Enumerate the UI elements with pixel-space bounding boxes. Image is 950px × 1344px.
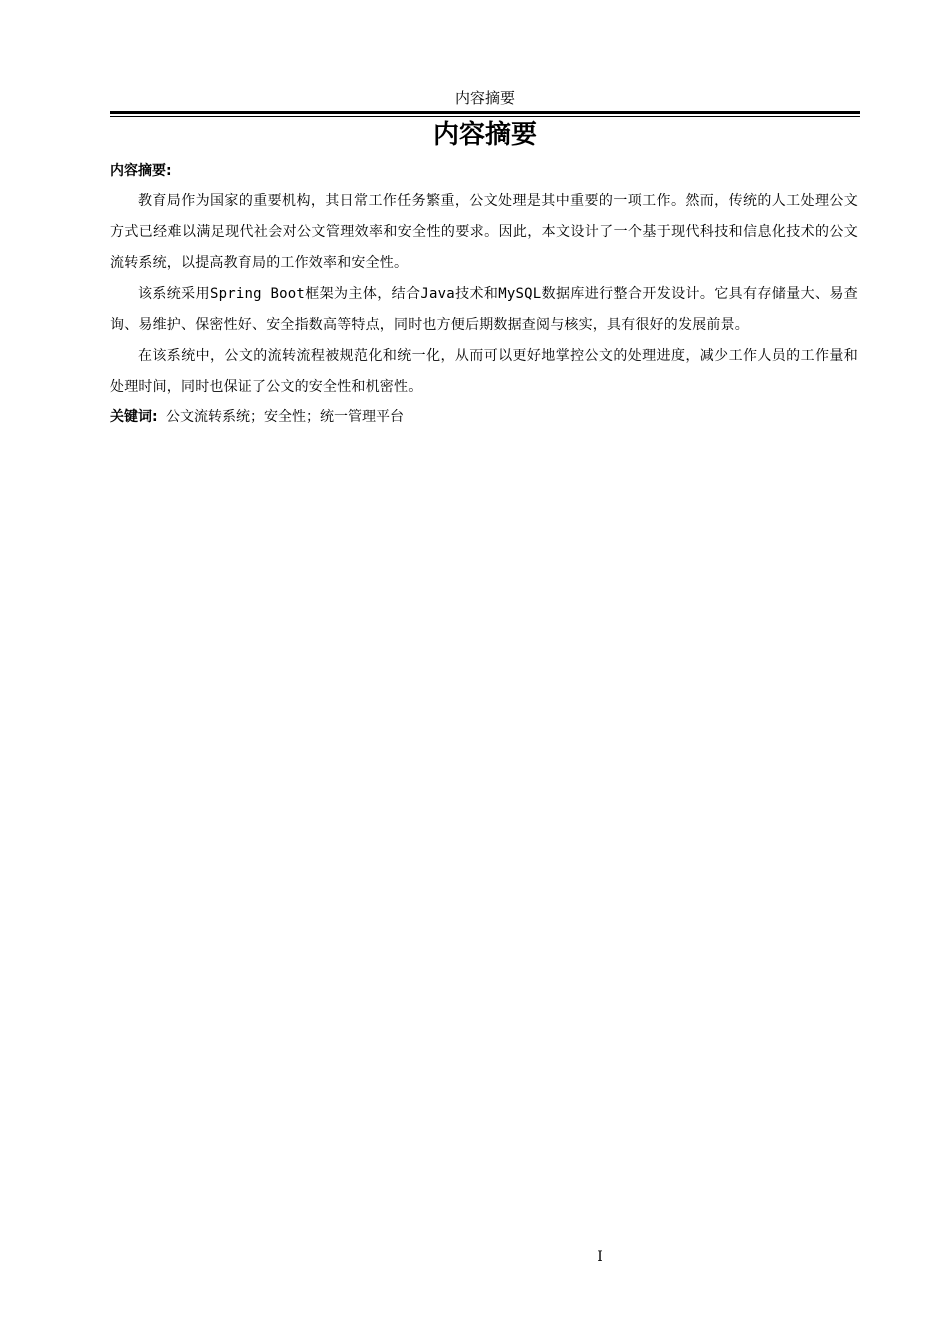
running-header: 内容摘要 — [454, 89, 515, 107]
abstract-label-line — [110, 160, 858, 182]
keywords-value: 公文流转系统；安全性；统一管理平台 — [157, 409, 405, 425]
abstract-paragraph-2: 该系统采用Spring Boot框架为主体，结合Java技术和MySQL数据库进行整合开发设计。它具有存储量大、易查询、易维护、保密性好、安全指数高等特点，同时也方便后期数据查阅与核实，具有很好的发展前景。 — [110, 286, 858, 333]
abstract-paragraph-3: 在该系统中，公文的流转流程被规范化和统一化，从而可以更好地掌控公文的处理进度，减少工作人员的工作量和处理时间，同时也保证了公文的安全性和机密性。 — [110, 348, 858, 395]
keywords-label: 关键词: — [110, 409, 158, 425]
abstract-paragraph-1: 教育局作为国家的重要机构，其日常工作任务繁重，公文处理是其中重要的一项工作。然而，传统的人工处理公文方式已经难以满足现代社会对公文管理效率和安全性的要求。因此，本文设计了一个基于现代科技和信息化技术的公文流转系统，以提高教育局的工作效率和安全性。 — [110, 193, 858, 271]
abstract-label: 内容摘要: — [110, 163, 172, 179]
keywords-line — [110, 403, 858, 431]
page-number: I — [597, 1249, 603, 1265]
page-title: 内容摘要 — [432, 120, 537, 150]
abstract-section — [110, 160, 858, 431]
header-rule-thick — [110, 111, 860, 114]
